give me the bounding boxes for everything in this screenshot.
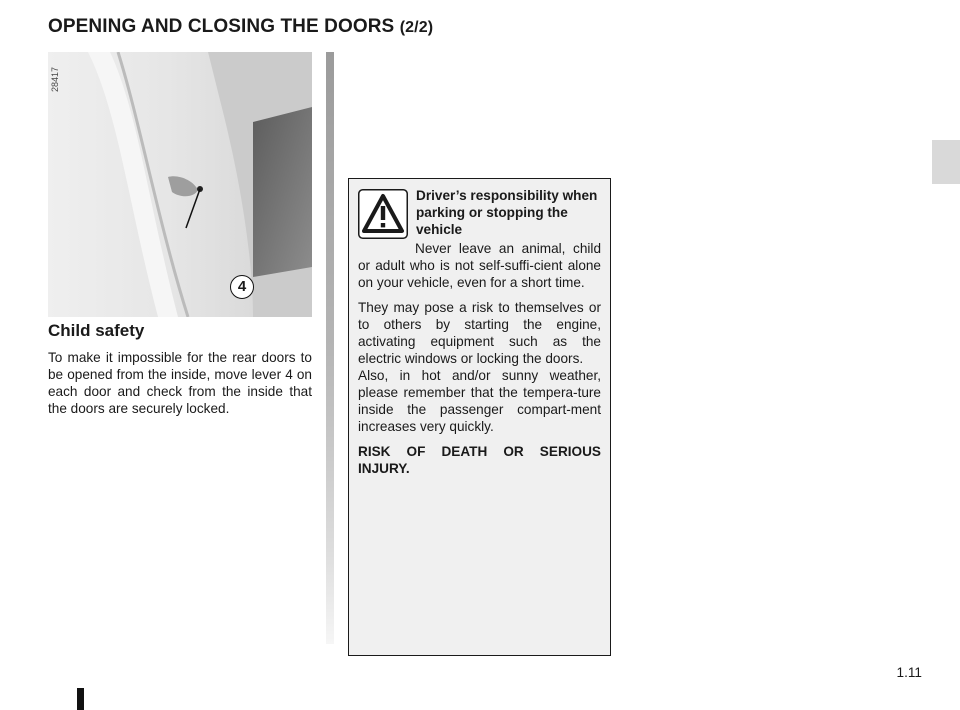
warning-header	[358, 187, 601, 239]
footer-mark	[77, 688, 84, 710]
door-lever-illustration	[48, 52, 312, 317]
page-title-suffix: (2/2)	[399, 19, 434, 36]
section-title-child-safety: Child safety	[48, 321, 145, 340]
warning-triangle-icon	[358, 189, 408, 239]
warning-paragraph-1: Never leave an animal, child or adult who is not self-suffi-cient alone on your vehicle, even for a short time.	[358, 241, 601, 290]
page-title-main: OPENING AND CLOSING THE DOORS	[48, 16, 395, 37]
callout-4: 4	[230, 275, 254, 299]
warning-title: Driver’s responsibility when parking or stopping the vehicle	[416, 188, 598, 237]
section-divider-bar	[326, 52, 334, 644]
child-safety-text: To make it impossible for the rear doors to be opened from the inside, move lever 4 on each door and check from the inside that the doors are securely locked.	[48, 350, 312, 416]
door-illustration-drawing	[48, 52, 312, 317]
page-title	[48, 16, 433, 38]
chapter-tab	[932, 140, 960, 184]
page-number: 1.11	[896, 665, 922, 680]
warning-paragraph-3: Also, in hot and/or sunny weather, please remember that the tempera-ture inside the passenger compart-ment increases very quickly.	[358, 368, 601, 434]
warning-box	[348, 178, 611, 656]
warning-paragraph-2: They may pose a risk to themselves or to others by starting the engine, activating equipment such as the electric windows or locking the doors.	[358, 300, 601, 366]
figure-code: 28417	[50, 66, 60, 92]
warning-risk-statement: RISK OF DEATH OR SERIOUS INJURY.	[358, 444, 601, 476]
